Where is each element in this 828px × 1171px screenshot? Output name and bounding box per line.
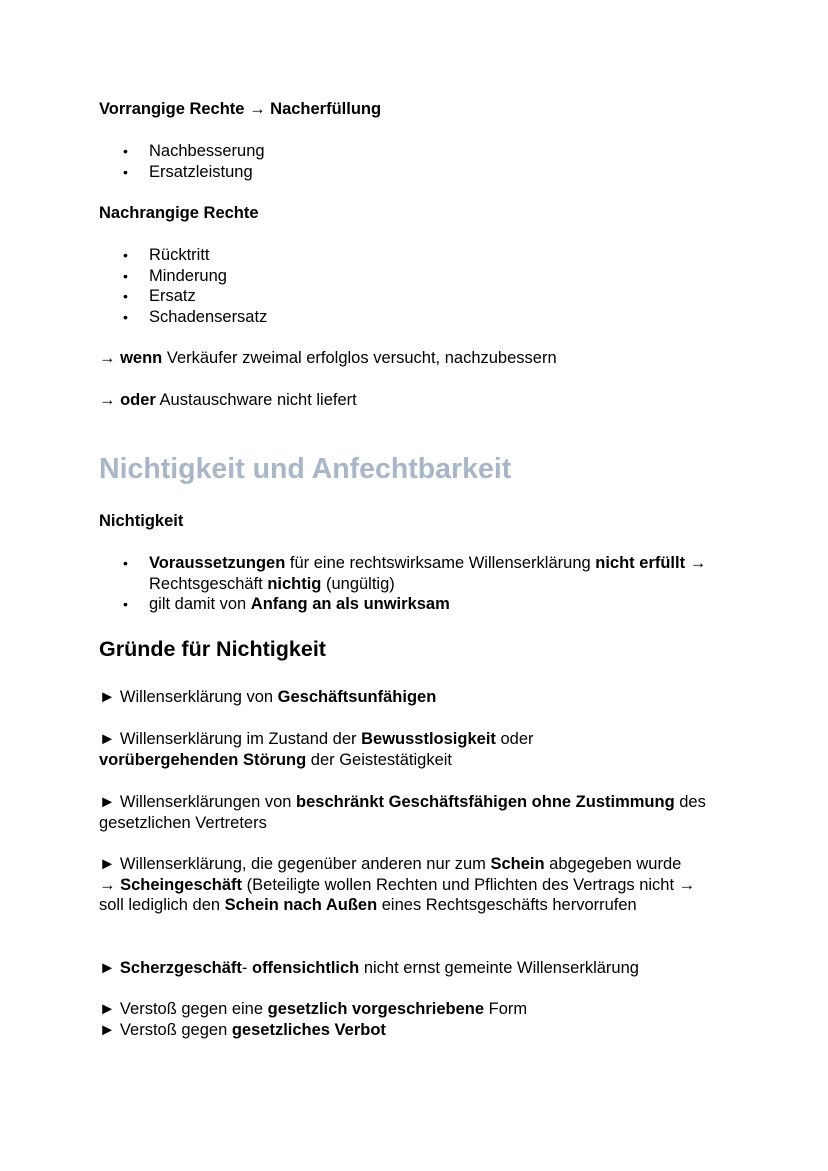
- grund-item: ► Willenserklärung im Zustand der Bewusstlosigkeit oder vorübergehenden Störung der Geistestätigkeit: [99, 730, 534, 769]
- grund-item: ► Verstoß gegen gesetzliches Verbot: [99, 1021, 386, 1039]
- pointer-icon: ►: [99, 1000, 116, 1018]
- grund-item: ► Verstoß gegen eine gesetzlich vorgeschriebene Form: [99, 1000, 528, 1018]
- pointer-icon: ►: [99, 855, 116, 873]
- list-item: • Ersatzleistung: [99, 162, 265, 183]
- pointer-icon: ►: [99, 793, 116, 811]
- list-item: • gilt damit von Anfang an als unwirksam: [99, 594, 719, 615]
- arrow-icon: →: [99, 391, 116, 409]
- list-item: • Ersatz: [99, 286, 267, 307]
- heading-vorrangige-rechte: Vorrangige Rechte → Nacherfüllung: [99, 100, 382, 118]
- list-item: • Minderung: [99, 266, 267, 287]
- list-item: • Rücktritt: [99, 245, 267, 266]
- pointer-icon: ►: [99, 730, 116, 748]
- list-item: • Nachbesserung: [99, 141, 265, 162]
- pointer-icon: ►: [99, 959, 116, 977]
- pointer-icon: ►: [99, 1021, 116, 1039]
- grund-item: ► Willenserklärung, die gegenüber anderen nur zum Schein abgegeben wurde → Scheingeschäft (Beteiligte wollen Rechten und Pflichten des Vertrags nicht → soll lediglich den Schein nach Außen eines Rechtsgeschäfts hervorrufen: [99, 855, 696, 915]
- page-title: Nichtigkeit und Anfechtbarkeit: [99, 453, 512, 485]
- list-nachrangige-rechte: [99, 245, 267, 328]
- heading-nachrangige-rechte: Nachrangige Rechte: [99, 204, 259, 222]
- note-wenn: → wenn Verkäufer zweimal erfolglos versucht, nachzubessern: [99, 349, 557, 367]
- list-item: • Schadensersatz: [99, 307, 267, 328]
- arrow-icon: →: [99, 349, 116, 367]
- note-oder: → oder Austauschware nicht liefert: [99, 391, 357, 409]
- heading-gruende: Gründe für Nichtigkeit: [99, 637, 326, 661]
- list-vorrangige-rechte: [99, 141, 265, 182]
- grund-item: ► Willenserklärung von Geschäftsunfähigen: [99, 688, 437, 706]
- heading-nichtigkeit: Nichtigkeit: [99, 512, 184, 530]
- pointer-icon: ►: [99, 688, 116, 706]
- list-item: • Voraussetzungen für eine rechtswirksame Willenserklärung nicht erfüllt → Rechtsgeschäft nichtig (ungültig): [99, 553, 719, 594]
- grund-item: ► Willenserklärungen von beschränkt Geschäftsfähigen ohne Zustimmung des gesetzlichen Vertreters: [99, 793, 706, 832]
- list-nichtigkeit: [99, 553, 719, 615]
- grund-item: ► Scherzgeschäft- offensichtlich nicht ernst gemeinte Willenserklärung: [99, 959, 639, 977]
